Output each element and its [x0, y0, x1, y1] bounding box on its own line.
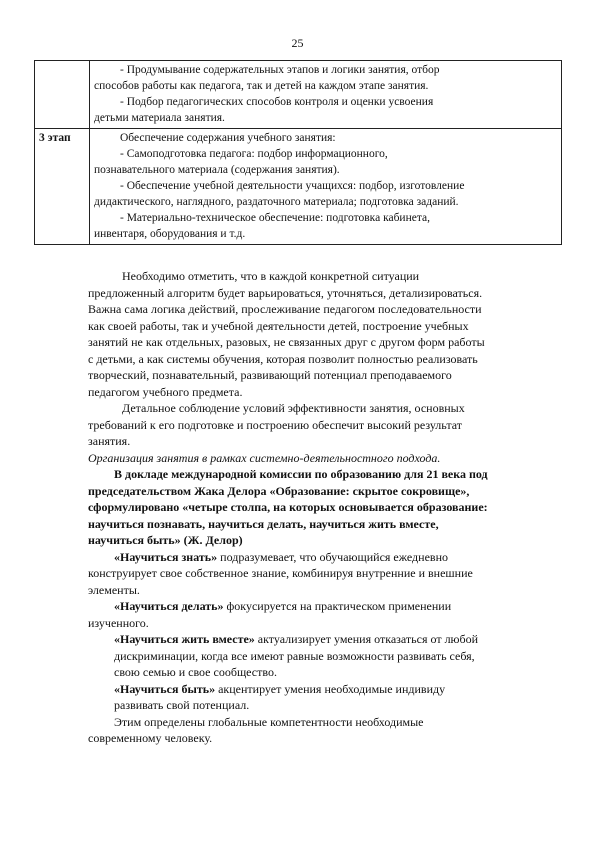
text-line: требований к его подготовке и построению обеспечит высокий результат	[88, 417, 462, 432]
paragraph	[88, 598, 558, 631]
table-line: дидактического, наглядного, раздаточного материала; подготовка заданий.	[94, 196, 459, 208]
table-row	[35, 129, 562, 245]
text-line	[88, 549, 558, 566]
text-line	[88, 598, 558, 615]
table-line: инвентаря, оборудования и т.д.	[94, 228, 246, 240]
text-line: научиться быть» (Ж. Делор)	[88, 533, 243, 547]
paragraph	[88, 714, 558, 747]
text-line	[88, 631, 558, 648]
table-line: - Материально-техническое обеспечение: подготовка кабинета,	[120, 212, 430, 224]
text-line: занятий не как отдельных, разовых, не связанных друг с другом форм работы	[88, 335, 485, 349]
text-line: современному человеку.	[88, 731, 213, 745]
table-line: - Обеспечение учебной деятельности учащихся: подбор, изготовление	[120, 180, 465, 192]
section-heading	[88, 450, 558, 467]
text-fragment: подразумевает, что обучающийся ежедневно	[217, 549, 448, 564]
stage-cell	[35, 61, 90, 129]
text-line: элементы.	[88, 582, 140, 597]
paragraph	[88, 631, 558, 681]
stage-description-cell	[90, 61, 562, 129]
text-line: Этим определены глобальные компетентности необходимые	[114, 714, 424, 729]
body-text	[88, 268, 558, 747]
stage-description-cell	[90, 129, 562, 245]
text-line: председательством Жака Делора «Образование: скрытое сокровище»,	[88, 483, 470, 498]
paragraph	[88, 681, 558, 714]
text-line: с детьми, а как системы обучения, которая позволит полностью реализовать	[88, 351, 478, 366]
table-line: познавательного материала (содержания занятия).	[94, 164, 340, 176]
page-number: 25	[291, 36, 304, 50]
text-fragment: актуализирует умения отказаться от любой	[254, 632, 479, 646]
text-line: как своей работы, так и учебной деятельности детей, построение учебных	[88, 318, 469, 333]
text-line: научиться познавать, научиться делать, научиться жить вместе,	[88, 516, 439, 531]
table-line: - Продумывание содержательных этапов и логики занятия, отбор	[120, 64, 440, 76]
paragraph	[88, 400, 558, 450]
paragraph	[88, 549, 558, 599]
pillar-term: «Научиться быть»	[114, 681, 216, 696]
text-line: развивать свой потенциал.	[114, 698, 250, 712]
text-line: конструирует свое собственное знание, комбинируя внутренние и внешние	[88, 566, 473, 580]
paragraph	[88, 466, 558, 549]
text-fragment: фокусируется на практическом применении	[223, 599, 452, 613]
text-line: свою семью и свое сообщество.	[114, 665, 277, 679]
text-line: Необходимо отметить, что в каждой конкретной ситуации	[122, 269, 420, 283]
text-line: предложенный алгоритм будет варьироваться, уточняться, детализироваться.	[88, 285, 483, 300]
paragraph	[88, 268, 558, 400]
text-line: дискриминации, когда все имеют равные возможности развивать себя,	[114, 648, 475, 663]
text-line: занятия.	[88, 434, 131, 448]
text-line: творческий, познавательный, развивающий потенциал преподаваемого	[88, 368, 452, 382]
pillar-term: «Научиться делать»	[114, 599, 224, 613]
section-heading-text: Организация занятия в рамках системно-деятельностного подхода.	[88, 450, 441, 465]
text-line: Детальное соблюдение условий эффективности занятия, основных	[122, 401, 465, 415]
table-row	[35, 61, 562, 129]
text-line: В докладе международной комиссии по образованию для 21 века под	[114, 467, 488, 481]
text-line	[88, 681, 558, 698]
text-fragment: акцентирует умения необходимые индивиду	[215, 681, 446, 696]
table-line: детьми материала занятия.	[94, 112, 225, 124]
text-line: сформулировано «четыре столпа, на которых основывается образование:	[88, 500, 488, 514]
table-line: - Самоподготовка педагога: подбор информационного,	[120, 148, 388, 160]
table-line: способов работы как педагога, так и детей на каждом этапе занятия.	[94, 80, 429, 92]
pillar-term: «Научиться знать»	[114, 549, 218, 564]
table-line: - Подбор педагогических способов контроля и оценки усвоения	[120, 96, 434, 108]
lesson-stages-table	[34, 60, 562, 245]
pillar-term: «Научиться жить вместе»	[114, 632, 255, 646]
stage-cell: 3 этап	[35, 129, 90, 245]
table-line: Обеспечение содержания учебного занятия:	[120, 132, 336, 144]
text-line: педагогом учебного предмета.	[88, 384, 243, 399]
text-line: изученного.	[88, 615, 149, 630]
text-line: Важна сама логика действий, прослеживание педагогом последовательности	[88, 302, 482, 316]
